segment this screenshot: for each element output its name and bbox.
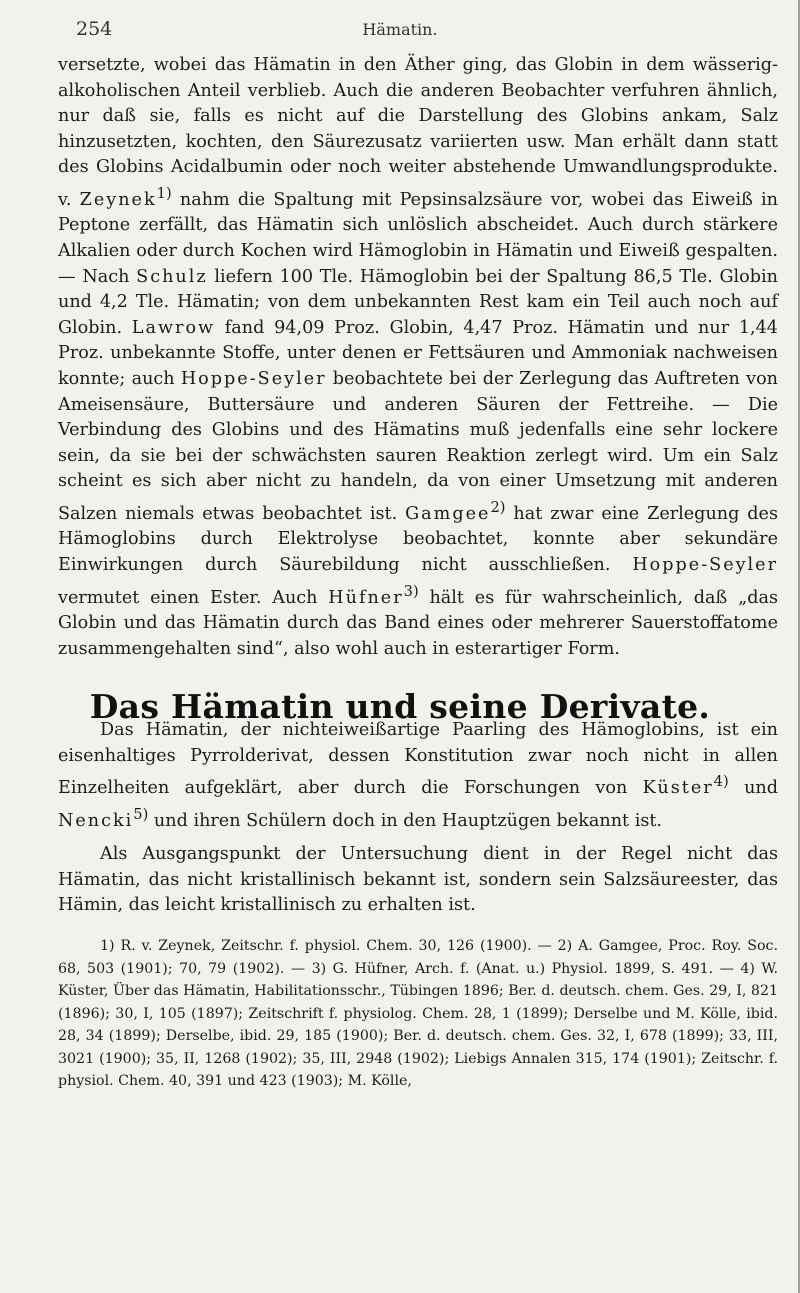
author-name: Hüfner [328, 587, 404, 608]
author-name: Gamgee [405, 503, 491, 524]
page-number: 254 [76, 18, 113, 40]
footnotes [58, 935, 778, 1093]
author-name: Küster [642, 778, 714, 799]
author-name: Hoppe-Seyler [632, 555, 778, 575]
author-name: Hoppe-Seyler [180, 368, 327, 389]
author-name: Schulz [136, 266, 208, 287]
paragraph-continuation [58, 53, 778, 662]
footnote-block: 1) R. v. Zeynek, Zeitschr. f. physiol. Chem. 30, 126 (1900). — 2) A. Gamgee, Proc. Roy. Soc. 68, 503 (1901); 70, 79 (1902). — 3) G. Hüfner, Arch. f. (Anat. u.) Physiol. 1899, S. 491. — 4) W. Küster, Über das Hämatin, Habilitationsschr., Tübingen 1896; Ber. d. deutsch. chem. Ges. 29, I, 821 (1896); 30, I, 105 (1897); Zeitschrift f. physiolog. Chem. 28, 1 (1899); Derselbe und M. Kölle, ibid. 28, 34 (1899); Derselbe, ibid. 29, 185 (1900); Ber. d. deutsch. chem. Ges. 32, I, 678 (1899); 33, III, 3021 (1900); 35, II, 1268 (1902); 35, III, 2948 (1902); Liebigs Annalen 315, 174 (1901); Zeitschr. f. physiol. Chem. 40, 391 und 423 (1903); M. Kölle, [58, 938, 778, 1089]
author-name: Nencki [58, 810, 134, 831]
paragraph-1: versetzte, wobei das Hämatin in den Äther ging, das Globin in dem wässerig-alkoholischen Anteil verblieb. Auch die anderen Beobachter verfuhren ähnlich, nur daß sie, falls es nicht auf die Darstellung des Globins ankam, Salz hinzusetzten, kochten, den Säurezusatz variierten usw. Man erhält dann statt des Globins Acidalbumin oder noch weiter abstehende Umwandlungsprodukte. v. Zeynek$^{1)}$ nahm die Spaltung mit Pepsinsalzsäure vor, wobei das Eiweiß in Peptone zerfällt, das Hämatin sich unlöslich abscheidet. Auch durch stärkere Alkalien oder durch Kochen wird Hämoglobin in Hämatin und Eiweiß gespalten. — Nach Schulz liefern 100 Tle. Hämoglobin bei der Spaltung 86,5 Tle. Globin und 4,2 Tle. Hämatin; von dem unbekannten Rest kam ein Teil auch noch auf Globin. Lawrow fand 94,09 Proz. Globin, 4,47 Proz. Hämatin und nur 1,44 Proz. unbekannte Stoffe, unter denen er Fettsäuren und Ammoniak nachweisen konnte; auch Hoppe-Seyler beobachtete bei der Zerlegung das Auftreten von Ameisensäure, Buttersäure und anderen Säuren der Fettreihe. — Die Verbindung des Globins und des Hämatins muß jedenfalls eine sehr lockere sein, da sie bei der schwächsten sauren Reaktion zerlegt wird. Um ein Salz scheint es sich aber nicht zu handeln, da von einer Umsetzung mit anderen Salzen niemals etwas beobachtet ist. Gamgee$^{2)}$ hat zwar eine Zerlegung des Hämoglobins durch Elektrolyse beobachtet, konnte aber sekundäre Einwirkungen durch Säurebildung nicht ausschließen. Hoppe-Seyler vermutet einen Ester. Auch Hüfner$^{3)}$ hält es für wahrscheinlich, daß „das Globin und das Hämatin durch das Band eines oder mehrerer Sauerstoffatome zusammengehalten sind“, also wohl auch in esterartiger Form. [58, 55, 779, 659]
paragraph-2: Das Hämatin, der nichteiweißartige Paarling des Hämoglobins, ist ein eisenhaltiges Pyrrolderivat, dessen Konstitution zwar noch nicht in allen Einzelheiten aufgeklärt, aber durch die Forschungen von Küster$^{4)}$ und Nencki$^{5)}$ und ihren Schülern doch in den Hauptzügen bekannt ist. [58, 720, 778, 831]
footnote-marker: 5) [133, 805, 149, 823]
section-intro [58, 718, 778, 834]
footnote-marker: 4) [713, 773, 729, 791]
section-body [58, 842, 778, 919]
footnote-marker: 1) [156, 184, 172, 202]
author-name: Zeynek [79, 189, 157, 210]
section-heading: Das Hämatin und seine Derivate. [89, 687, 711, 727]
author-name: Lawrow [131, 317, 216, 338]
page-header [0, 18, 800, 48]
paragraph-3: Als Ausgangspunkt der Untersuchung dient in der Regel nicht das Hämatin, das nicht kristallinisch bekannt ist, sondern sein Salzsäureester, das Hämin, das leicht kristallinisch zu erhalten ist. [58, 844, 778, 916]
running-title: Hämatin. [362, 20, 438, 39]
footnote-marker: 3) [403, 582, 419, 600]
footnote-marker: 2) [490, 498, 506, 516]
